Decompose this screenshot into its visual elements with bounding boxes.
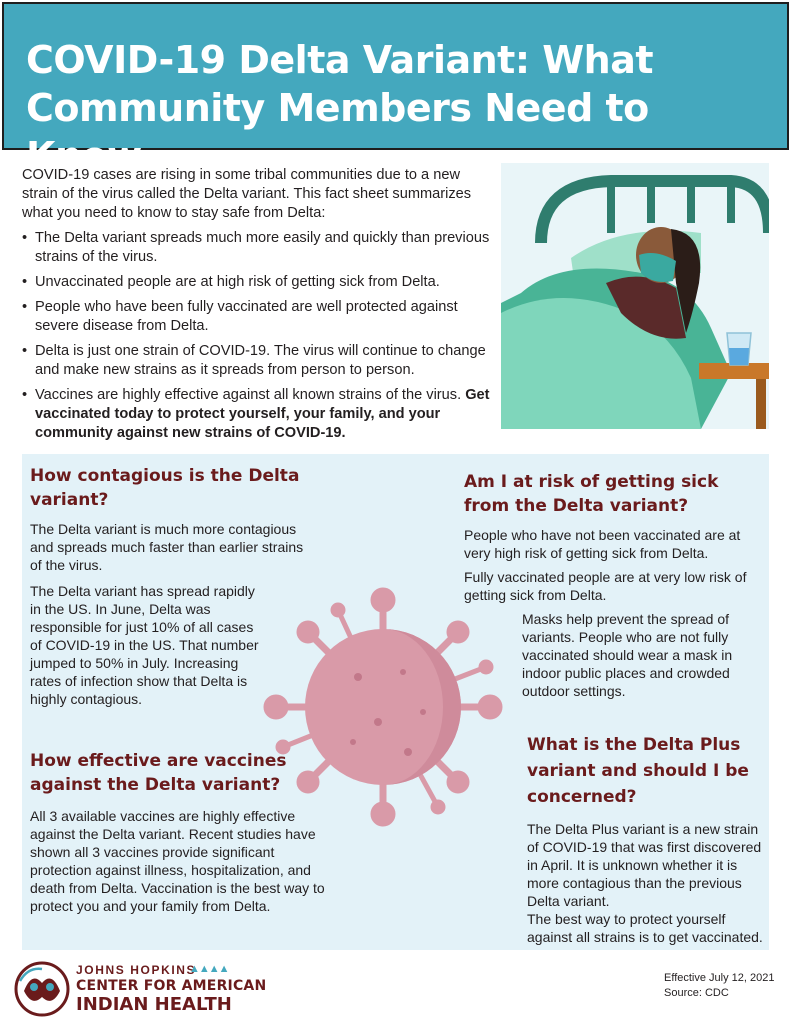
section-paragraph: Masks help prevent the spread of variants. People who are not fully vaccinated should wear a mask in indoor public places and crowded outdoor settings. xyxy=(522,611,733,699)
source-note: Source: CDC xyxy=(664,987,729,999)
title-banner xyxy=(2,2,789,178)
intro-bullet-text: Vaccines are highly effective against all known strains of the virus. xyxy=(35,387,466,403)
sick-patient-illustration xyxy=(501,163,769,429)
intro-bullet: • Unvaccinated people are at high risk of getting sick from Delta. xyxy=(22,273,492,292)
intro-bullet: • The Delta variant spreads much more easily and quickly than previous strains of the virus. xyxy=(22,229,492,267)
section-paragraph: The best way to protect yourself against all strains is to get vaccinated. xyxy=(527,911,763,945)
org-name-line-1: JOHNS HOPKINS xyxy=(76,963,197,977)
page-title-line-1: COVID-19 Delta Variant: What xyxy=(26,38,654,82)
page-title-line-2: Community Members Need to Know xyxy=(26,86,649,178)
intro-bullet: • Delta is just one strain of COVID-19. The virus will continue to change and make new strains as it spreads from person to person. xyxy=(22,342,492,380)
section-heading: How contagious is the Delta variant? xyxy=(30,466,300,510)
patient-in-bed-image xyxy=(501,163,769,429)
org-name-line-2: CENTER FOR AMERICAN xyxy=(76,978,267,994)
section-vaccines xyxy=(30,749,330,915)
mountains-icon: ▲▲▲▲ xyxy=(189,963,229,975)
org-logo xyxy=(14,961,274,1017)
section-heading: Am I at risk of getting sick from the Delta variant? xyxy=(464,472,719,516)
org-name-line-3: INDIAN HEALTH xyxy=(76,994,232,1015)
intro-bullet-emphasis: Get vaccinated today to protect yourself, your family, and your community against new strains of COVID-19. xyxy=(35,387,490,441)
effective-date: Effective July 12, 2021 xyxy=(664,972,775,984)
section-delta-plus xyxy=(527,732,769,946)
section-paragraph: The Delta variant is much more contagious and spreads much faster than earlier strains of the virus. xyxy=(30,521,304,573)
section-paragraph: Fully vaccinated people are at very low risk of getting sick from Delta. xyxy=(464,569,747,603)
document-meta xyxy=(664,971,774,1001)
section-heading: What is the Delta Plus variant and should I be concerned? xyxy=(527,735,749,807)
intro-bullet: • People who have been fully vaccinated are well protected against severe disease from Delta. xyxy=(22,298,492,336)
section-paragraph: All 3 available vaccines are highly effective against the Delta variant. Recent studies have shown all 3 vaccines provide significant protection against illness, hospitalization, and death from Delta. Vaccination is the best way to protect you and your family from Delta. xyxy=(30,808,325,914)
page-title xyxy=(26,36,776,180)
section-paragraph: The Delta variant has spread rapidly in the US. In June, Delta was responsible for just 10% of all cases of COVID-19 in the US. That number jumped to 50% in July. Increasing rates of infection show that Delta is highly contagious. xyxy=(30,583,259,707)
org-emblem-icon xyxy=(14,961,70,1017)
section-paragraph: The Delta Plus variant is a new strain of COVID-19 that was first discovered in April. It is unknown whether it is more contagious than the previous Delta variant. xyxy=(527,821,762,909)
intro-section xyxy=(22,166,492,443)
section-paragraph: People who have not been vaccinated are at very high risk of getting sick from Delta. xyxy=(464,527,741,561)
section-risk xyxy=(464,470,764,706)
section-heading: How effective are vaccines against the Delta variant? xyxy=(30,751,287,795)
intro-bullet-list xyxy=(22,229,492,443)
intro-bullet xyxy=(22,386,492,443)
intro-lead: COVID-19 cases are rising in some tribal communities due to a new strain of the virus called the Delta variant. This fact sheet summarizes what you need to know to stay safe from Delta: xyxy=(22,167,472,221)
section-contagious xyxy=(30,464,320,708)
